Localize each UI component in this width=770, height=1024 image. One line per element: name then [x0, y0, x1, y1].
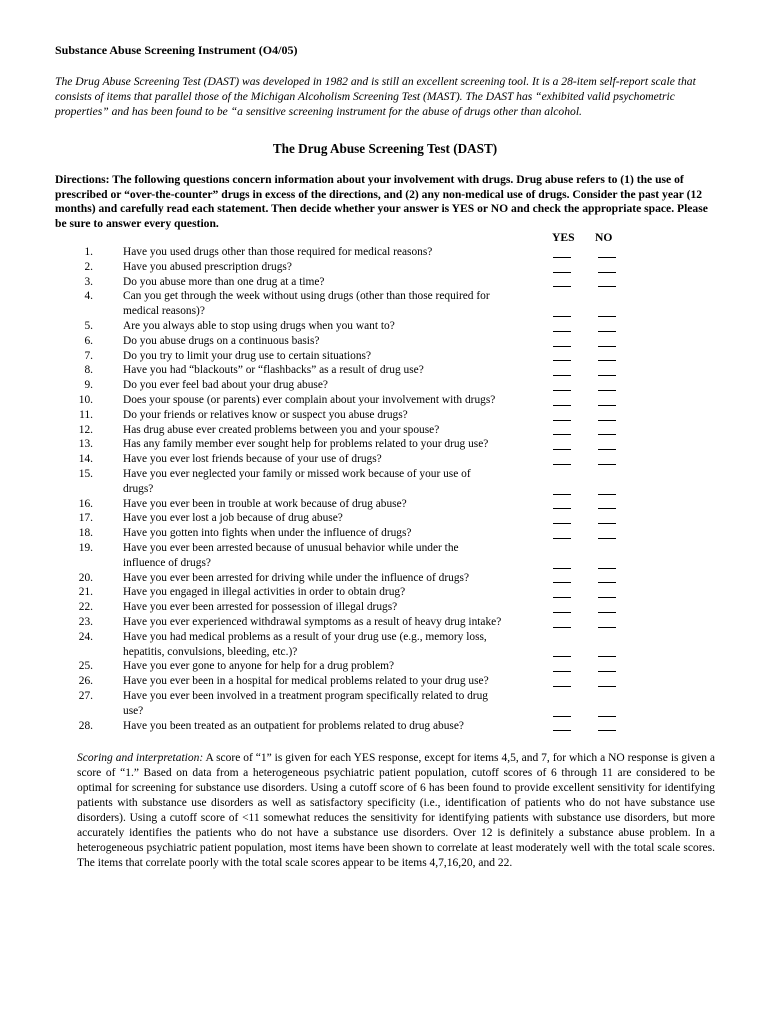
question-text: Do you abuse drugs on a continuous basis?: [123, 334, 320, 347]
question-item: [55, 659, 715, 674]
question-item: [55, 275, 715, 290]
question-text: Have you had medical problems as a result of your drug use (e.g., memory loss, hepatitis, convulsions, bleeding, etc.)?: [123, 630, 487, 658]
yes-answer-blank[interactable]: [553, 612, 571, 613]
question-text: Have you ever been arrested for driving while under the influence of drugs?: [123, 571, 470, 584]
no-answer-blank[interactable]: [598, 716, 616, 717]
question-number: 10.: [78, 393, 93, 406]
question-item: [55, 689, 715, 719]
question-number: 18.: [78, 527, 93, 540]
yes-answer-blank[interactable]: [553, 286, 571, 287]
question-number: 19.: [78, 541, 93, 554]
question-text: Do you try to limit your drug use to certain situations?: [123, 349, 372, 362]
question-item: [55, 585, 715, 600]
question-number: 2.: [84, 260, 93, 273]
question-item: [55, 467, 715, 497]
question-text: Have you ever been arrested for possession of illegal drugs?: [123, 601, 398, 614]
yes-column-header: YES: [552, 231, 575, 244]
yes-answer-blank[interactable]: [553, 523, 571, 524]
question-text: Have you ever lost a job because of drug abuse?: [123, 512, 343, 525]
question-text: Have you had “blackouts” or “flashbacks” as a result of drug use?: [123, 364, 424, 377]
yes-answer-blank[interactable]: [553, 508, 571, 509]
question-item: [55, 408, 715, 423]
question-text: Do your friends or relatives know or suspect you abuse drugs?: [123, 408, 408, 421]
question-item: [55, 423, 715, 438]
no-answer-blank[interactable]: [598, 390, 616, 391]
question-item: [55, 437, 715, 452]
question-number: 23.: [78, 615, 93, 628]
question-item: [55, 378, 715, 393]
question-item: [55, 719, 715, 734]
question-text: Has any family member ever sought help for problems related to your drug use?: [123, 438, 489, 451]
directions-paragraph: Directions: The following questions concern information about your involvement with drugs. Drug abuse refers to (1) the use of prescribed or “over-the-counter” drugs in excess of the directions, and (2) any non-medical use of drugs. Consider the past year (12 months) and carefully read each statement. Then decide whether your answer is YES or NO and check the appropriate space. Please be sure to answer every question.: [55, 173, 708, 230]
question-item: [55, 245, 715, 260]
no-answer-blank[interactable]: [598, 449, 616, 450]
question-item: [55, 571, 715, 586]
no-answer-blank[interactable]: [598, 582, 616, 583]
question-text: Have you abused prescription drugs?: [123, 260, 292, 273]
question-item: [55, 289, 715, 319]
question-text: Have you ever neglected your family or missed work because of your use of drugs?: [123, 467, 471, 495]
yes-answer-blank[interactable]: [553, 449, 571, 450]
no-answer-blank[interactable]: [598, 346, 616, 347]
question-number: 7.: [84, 349, 93, 362]
question-item: [55, 319, 715, 334]
yes-answer-blank[interactable]: [553, 375, 571, 376]
question-text: Have you gotten into fights when under the influence of drugs?: [123, 527, 412, 540]
question-item: [55, 349, 715, 364]
no-answer-blank[interactable]: [598, 494, 616, 495]
question-item: [55, 526, 715, 541]
question-number: 6.: [84, 334, 93, 347]
no-answer-blank[interactable]: [598, 656, 616, 657]
question-number: 4.: [84, 290, 93, 303]
question-text: Are you always able to stop using drugs when you want to?: [123, 319, 395, 332]
yes-answer-blank[interactable]: [553, 390, 571, 391]
no-answer-blank[interactable]: [598, 597, 616, 598]
question-text: Do you ever feel bad about your drug abuse?: [123, 379, 328, 392]
no-answer-blank[interactable]: [598, 730, 616, 731]
scoring-paragraph: [77, 751, 715, 871]
question-item: [55, 393, 715, 408]
question-text: Have you ever been involved in a treatment program specifically related to drug use?: [123, 689, 488, 717]
question-number: 28.: [78, 719, 93, 732]
no-answer-blank[interactable]: [598, 686, 616, 687]
question-number: 13.: [78, 438, 93, 451]
question-number: 22.: [78, 601, 93, 614]
yes-answer-blank[interactable]: [553, 272, 571, 273]
yes-answer-blank[interactable]: [553, 331, 571, 332]
no-answer-blank[interactable]: [598, 375, 616, 376]
no-answer-blank[interactable]: [598, 420, 616, 421]
yes-answer-blank[interactable]: [553, 686, 571, 687]
no-answer-blank[interactable]: [598, 464, 616, 465]
no-answer-blank[interactable]: [598, 568, 616, 569]
yes-answer-blank[interactable]: [553, 671, 571, 672]
question-list: [55, 245, 715, 733]
question-number: 8.: [84, 364, 93, 377]
yes-answer-blank[interactable]: [553, 420, 571, 421]
no-answer-blank[interactable]: [598, 316, 616, 317]
question-number: 14.: [78, 453, 93, 466]
no-answer-blank[interactable]: [598, 538, 616, 539]
no-answer-blank[interactable]: [598, 272, 616, 273]
question-text: Have you been treated as an outpatient for problems related to drug abuse?: [123, 719, 464, 732]
yes-answer-blank[interactable]: [553, 716, 571, 717]
question-text: Have you ever gone to anyone for help for a drug problem?: [123, 660, 395, 673]
yes-answer-blank[interactable]: [553, 360, 571, 361]
question-number: 15.: [78, 467, 93, 480]
question-number: 17.: [78, 512, 93, 525]
question-text: Have you ever been in trouble at work because of drug abuse?: [123, 497, 407, 510]
question-item: [55, 600, 715, 615]
question-item: [55, 363, 715, 378]
yes-answer-blank[interactable]: [553, 434, 571, 435]
question-item: [55, 511, 715, 526]
yes-answer-blank[interactable]: [553, 597, 571, 598]
question-number: 9.: [84, 379, 93, 392]
page-title: The Drug Abuse Screening Test (DAST): [272, 141, 498, 156]
question-item: [55, 615, 715, 630]
no-answer-blank[interactable]: [598, 523, 616, 524]
question-item: [55, 630, 715, 660]
question-item: [55, 497, 715, 512]
document-header: Substance Abuse Screening Instrument (O4/05): [55, 43, 298, 57]
question-text: Have you engaged in illegal activities in order to obtain drug?: [123, 586, 406, 599]
answer-column-headers: [55, 231, 715, 245]
question-number: 1.: [84, 246, 93, 258]
question-text: Does your spouse (or parents) ever complain about your involvement with drugs?: [123, 393, 496, 406]
yes-answer-blank[interactable]: [553, 494, 571, 495]
yes-answer-blank[interactable]: [553, 464, 571, 465]
no-answer-blank[interactable]: [598, 257, 616, 258]
question-text: Can you get through the week without using drugs (other than those required for medical reasons)?: [123, 290, 490, 318]
question-number: 26.: [78, 675, 93, 688]
question-number: 20.: [78, 571, 93, 584]
question-text: Has drug abuse ever created problems between you and your spouse?: [123, 423, 440, 436]
no-answer-blank[interactable]: [598, 405, 616, 406]
no-answer-blank[interactable]: [598, 627, 616, 628]
question-item: [55, 452, 715, 467]
question-text: Have you ever been in a hospital for medical problems related to your drug use?: [123, 675, 489, 688]
question-number: 27.: [78, 689, 93, 702]
yes-answer-blank[interactable]: [553, 627, 571, 628]
document-page: [55, 43, 715, 871]
question-number: 21.: [78, 586, 93, 599]
question-item: [55, 260, 715, 275]
yes-answer-blank[interactable]: [553, 316, 571, 317]
intro-paragraph: The Drug Abuse Screening Test (DAST) was developed in 1982 and is still an excellent screening tool. It is a 28-item self-report scale that consists of items that parallel those of the Michigan Alcoholism Screening Test (MAST). The DAST has “exhibited valid psychometric properties” and has been found to be “a sensitive screening instrument for the abuse of drugs other than alcohol.: [55, 75, 696, 118]
question-item: [55, 674, 715, 689]
no-answer-blank[interactable]: [598, 508, 616, 509]
yes-answer-blank[interactable]: [553, 568, 571, 569]
question-number: 11.: [79, 408, 93, 421]
question-text: Have you ever been arrested because of unusual behavior while under the influence of drugs?: [123, 541, 459, 569]
question-number: 12.: [78, 423, 93, 436]
no-answer-blank[interactable]: [598, 434, 616, 435]
scoring-body: A score of “1” is given for each YES response, except for items 4,5, and 7, for which a NO response is given a score of “1.” Based on data from a heterogeneous psychiatric patient population, cutoff scores of 6 through 11 are considered to be optimal for screening for substance use disorders. Using a cutoff score of 6 has been found to provide excellent sensitivity for identifying patients with substance use disorders as well as satisfactory specificity (i.e., identification of patients who do not have substance use disorders). Using a cutoff score of <11 somewhat reduces the sensitivity for identifying patients with substance use disorders, but more accurately identifies the patients who do not have a substance use disorders. Over 12 is definitely a substance abuse problem. In a heterogeneous psychiatric patient population, most items have been shown to correlate at least moderately well with the total scale scores. The items that correlate poorly with the total scale scores appear to be items 4,7,16,20, and 22.: [77, 752, 715, 870]
yes-answer-blank[interactable]: [553, 257, 571, 258]
no-answer-blank[interactable]: [598, 671, 616, 672]
question-text: Have you ever lost friends because of your use of drugs?: [123, 453, 382, 466]
question-number: 24.: [78, 630, 93, 643]
yes-answer-blank[interactable]: [553, 730, 571, 731]
no-answer-blank[interactable]: [598, 331, 616, 332]
question-text: Do you abuse more than one drug at a time?: [123, 275, 325, 288]
no-answer-blank[interactable]: [598, 360, 616, 361]
yes-answer-blank[interactable]: [553, 346, 571, 347]
yes-answer-blank[interactable]: [553, 656, 571, 657]
yes-answer-blank[interactable]: [553, 538, 571, 539]
question-text: Have you used drugs other than those required for medical reasons?: [123, 246, 433, 258]
question-number: 5.: [84, 319, 93, 332]
yes-answer-blank[interactable]: [553, 405, 571, 406]
no-answer-blank[interactable]: [598, 612, 616, 613]
yes-answer-blank[interactable]: [553, 582, 571, 583]
question-number: 3.: [84, 275, 93, 288]
question-number: 25.: [78, 660, 93, 673]
question-text: Have you ever experienced withdrawal symptoms as a result of heavy drug intake?: [123, 615, 502, 628]
question-item: [55, 541, 715, 571]
question-item: [55, 334, 715, 349]
no-column-header: NO: [595, 231, 613, 244]
question-number: 16.: [78, 497, 93, 510]
scoring-lead: Scoring and interpretation:: [77, 752, 204, 765]
no-answer-blank[interactable]: [598, 286, 616, 287]
